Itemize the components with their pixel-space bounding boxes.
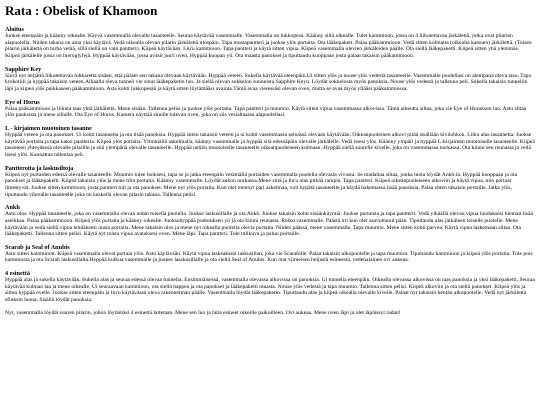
section-text: Kiipeä nyt portaiden edessä olevalle tasanteelle. Muumio tulee hoiksesi, tapa se ja jatka eteenpäin vetämällä portaiden vasemmalla puolella olevasta vivusta. Se madaltaa siltaa, jonka luota löydät Ankh:in. Hyppää kuoppaan ja ota panokset ja lääkepaketti. Kiipeä takaisin ylös ja mene tilin portaita. Käänny vasemmalle. Löydät aukon nurkassa.Mene siitä ja liu'u alas pitkää rampia. Tapa pantteri. Kiipeä oikeanpuoleiseen alkoviin ja käytä vipua, min portaat ilmestyvät. Juokse sitten kammioon, josta pantteri tuli ja ota panokset. Mene nyt ylös portaita. Kun olet mennyt pari askelmaa, voit hypätä tasanteelle ja käydä hakemassa lisää panoksia. Palaa sitten takaisin portaille. Jatka ylös, tiputtaudu vihreälle tasanteelle joka on keskellä olevan pilarin takana. Tallenna pelisi.	[5, 171, 518, 198]
section-ankh	[5, 204, 535, 238]
section-heading: Pantteroita ja laskusiltoja	[5, 164, 74, 172]
section-heading: Sapphire Key	[5, 65, 42, 73]
section-heading: Ankh	[5, 204, 20, 212]
section-heading: Aloitus	[5, 26, 24, 33]
section-text: Siirrä nyt neljättä liikutettavaa lohkaretta sisäen, että pääset sen takana olevaan käytävään. Hyppää veteen. Sukella käytävää eteenpäin.Ui sitten ylös ja nouse ylös vedestä tasanteelle. Vasemmalle puolellasi on alempana oleva taso. Tapa krokotiili ja hyppää takaisin veteen.Alhaalla oleva tunneli vie sinut lääkepaketin luo. Ja siellä olevan sokkelon suunnista Sapphire Keyn. Löydät sokkelosta myös panoksia. Nouse ylös vedestä ja tallenna peli. Sukella takaisin tunneliin läpi ja kiipeä ylös paikkaseen pääkammioon. Asta kohti lukkopesää ja käytä sitten löytämääsi avainta.Tämä avaa vieressäsi olevan oven, mutta se avaa myös yllääsi pääkammiossa.	[5, 72, 531, 92]
section-text: Hyppää veteen ja ota panokset. Ui kohti tasannetta ja ota lisää panoksia. Hyppää sitten takaisin veteen ja ui kohti vasemmassa seinässä olevaan käytävään. Oikeanpuoleinen alkovi pitää sisällään kivilohkon. Liiku alas tasannetta. Juokse käytävää portaita ja tapa kaksi pantteria. Kiipeä ylös portaita. Ylimmällä askelmalla, käänny vasemmalle ja hyppää sitä edessäpäin olevalle järkälelle. Vedä itsesi ylös. Käänny ympäri ja hyppää L-kirjaimen muotoiselle tasanteelle. Kiipeä tasanteen yhteydessä olevalle pilarille ja sitä ylempänä olevalle tasanteelle. Hyppää neliön muotoiselle tasanteelle oikeanpuoleiseen kulmaan. Hyppää siellä suurelle kivelle, joka on vasemmassa nurkassa. Ota kiinni sen reunasta ja vedä itsesi ylös. Kannattaa tallentaa peli.	[5, 132, 535, 158]
section-text: Astu sitten kammioon. Kiipeä vasemmalla olevat portaat ylös. Astu käytävään. Käytä vipua laskeaksesi laskusillan, joka vie Scarabille. Palaa takaisin ulkopuolelle ja tapa muumiot. Tiputtaudu kammioon ja kiipeä ylös portaita. Tule pois kammiosta ja ota Scarab laskusillalta.Hyppää kulkua vasemmalle ja juokse lasskusillalle ja ota sieltä Seal of Anubis. Kun otat viimeisen heijastä esineestä, vedenalainen ovi aukeaa.	[5, 250, 533, 264]
section-text: Palaa pääkammioon ja liikuta taas yhtä järkälettä. Mene sisään. Tallenna pelisi ja juokse ylös portaita. Tapa pantteri ja muumio. Käytä sitten vipua vasemmassa alkovissa. Tämä aiheutta siltaa, joka vie Eye of Horuksen luo. Astu siltaa ylös pauksista ja mene sillalle. Ota Eye of Horus. Kamera näyttää sinulle tulevan oven, joka on siis vesialtaassa alapuolellasi.	[5, 105, 527, 119]
section-sapphire-key	[5, 66, 535, 93]
section-eye-of-horus	[5, 99, 535, 119]
section-text: Juokse eteenpäin ja käänny oikealle. Käyvä vasemmalla olevalle tasanteelle. Seuraa käytävää vasemmalle. Vasemmalla on lukkopesä. Käänny siitä oikealle. Tulet kammioon, jossa on 4 liikutettavaa järkälettä, jotka ovat pilarien alapuolella. Niiden takana on aina yksi käytävä. Vedä oikealla olevan pilarin järkälettä ulospäin. Tapa mustapantteri ja juokse ylös portaita. Ota lääkepakett. Palaa pääkammioon. Vedä sitten kolmatta (oikealta katsoen) järkälettä. (Toisen pilarin järkälettä on turha vetää, sillä siellä on vain pantteri). Kiipeä käytävään. Liu'u kammioon. Tapa pantteri ja käytä sitten vipua. Kiipeä vasemmalla olevien järkäleiden päälle. Ota siellä lääkepaketti. Kiipeä sitten yhä ylemmäs. Kiipeä järkälelle jossa on hieroglyfejä. Hyppää käytävään, jossa avasit juuri oven. Hyppää kuopan yli. Ota maasta panokset ja tiputtaudu kuoppaan josta palaat takaisin pääkammioon.	[5, 33, 532, 59]
section-pantteroita	[5, 165, 535, 199]
section-heading: Scarab ja Seal of Anubis	[5, 243, 70, 251]
section-l-tasanne	[5, 125, 535, 159]
section-scarab	[5, 244, 535, 264]
section-4-esinetta	[5, 270, 535, 304]
section-heading: 4 esinettä	[5, 270, 30, 278]
page-title: Rata : Obelisk of Khamoon	[5, 3, 158, 18]
section-aloitus	[5, 26, 535, 60]
footer-text: Nyt, vasemmalla löydät suuren pilarin, johon löytämäsi 4 esinettä laitetaan. Mene sen luo ja laita esineet oikeille paikoilleen. Ovi aukeaa. Mene oven läpi ja olet läpäissyt radan!	[5, 309, 401, 316]
section-text: Hyppää alas ja sukella käytävään. Sukella alas ja seuraa edessä olevaa tunnelia. Ensimmäisessä, vasemmalla olevassa alkovissa on panoksia. Ui tunnelia eteenpäin. Oikealla olevassa alkovissa on taas panoksia ja yksi lääkepaketti. Seuraa käytävää kulman taa ja mene oikealle. Ui seuraavaan kammioon, ota siellä happea ja ota panokset ja lääkepaketti maasta. Nouse ylös vedestä ja tapa muumio. Tallenna sitten pelisi. Kiipeä alkoviin ja ota sieltä panokset. Kiipeä ylös ja sitten hyppää ovelle. Juokse sitten eteenpäin ja liu'u käytävässä oleva rakennelman päälle. Vasemmalla löydät lääkepaketin. Tiputtaudu alas ja kiipeä oikealla olevalle kivelle. Palaat nyt takaisin kentän alkupuolelle. Vedä nyt järkälettä sfinksin luona. Sisältä löydät panoksia.	[5, 277, 535, 304]
section-heading: Eye of Horus	[5, 98, 40, 106]
section-heading: I. - kirjaimen muotoinen tasanne	[5, 124, 92, 132]
section-text: Astu ulos. Hyppää tasanteelle, joka on vasemmalla olevan aidan toisella puolella. Juokse laskusillalle ja ota Ankh. Juokse takaisin kohti sisäänkäyntiä. Juokse portaista ja tapa pantterit. Vedä ylhäällä olevan vipua luodaksesi hieman lisää aseikkaa. Palaa pääkammioon. Kiipeä ylös portaita ja käänny oikealle. Juoksuhyppää pudotuksen yli ja ota kiinni reunasta. Roiku vasemmalle. Päästä irti kun olet saavuttanut pään. Tiputtaudu alas järkäleen toiselle puolelle. Mene käytävään ja vedä siellä vipua tehdäksesi uusia portaita. Mene takaisin ulos ja mene nyt oikealla puolella olevia portaita. Niiden päässä, mene vasemmalle. Tapa muumio. Mene sitten kohti parvea. Käytä vipua laskemaan siltaa. Ota lääkepaketti. Tallenna sitten pelisi. Käytä nyt toista vipua avataksesi oven. Mene läpi. Tapa pantteri. Tule tulikuva ja paluu portaille.	[5, 211, 533, 238]
